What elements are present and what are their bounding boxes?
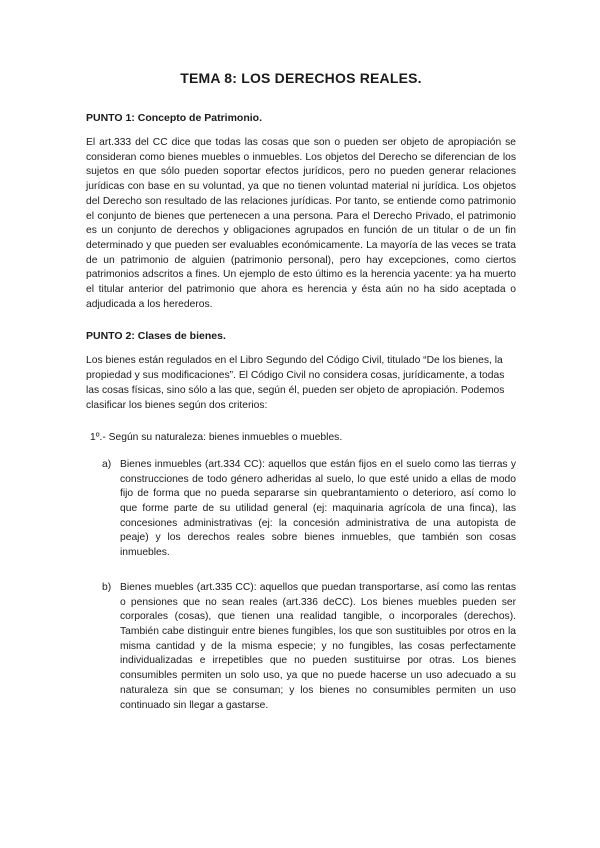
list-item-inmuebles — [86, 458, 516, 561]
section-heading-punto-2: PUNTO 2: Clases de bienes. — [86, 330, 226, 343]
page-title: TEMA 8: LOS DERECHOS REALES. — [180, 70, 422, 86]
list-item-text: Bienes inmuebles (art.334 CC): aquellos que están fijos en el suelo como las tierras y construcciones de todo género adheridas al suelo, lo que esté unido a ellas de modo fijo de forma que no pueda separarse sin quebrantamiento o deterioro, así como lo que forme parte de su utilidad general (ej: maquinaria agrícola de una finca), las concesiones administrativas (ej: la concesión administrativa de una autopista de peaje) y los derechos reales sobre bienes inmuebles, que también son cosas inmuebles. — [120, 458, 516, 559]
list-item-muebles — [86, 581, 516, 713]
paragraph-patrimonio: El art.333 del CC dice que todas las cosas que son o pueden ser objeto de apropiación se consideran como bienes muebles o inmuebles. Los objetos del Derecho se diferencian de los sujetos en que sólo pueden soportar efectos jurídicos, pero no pueden generar relaciones jurídicas con base en su voluntad, ya que no tienen voluntad material ni jurídica. Los objetos del Derecho son resultado de las relaciones jurídicas. Por tanto, se entiende como patrimonio el conjunto de bienes que pertenecen a una persona. Para el Derecho Privado, el patrimonio es un conjunto de derechos y obligaciones agrupados en función de un titular o de un fin determinado y que pueden ser evaluables económicamente. La mayoría de las veces se trata de un patrimonio de alguien (patrimonio personal), pero hay excepciones, como ciertos patrimonios adscritos a fines. Un ejemplo de esto último es la herencia yacente: ya ha muerto el titular anterior del patrimonio que ahora es herencia y ésta aún no ha sido aceptada o adjudicada a los herederos. — [86, 137, 516, 310]
section-heading-punto-1: PUNTO 1: Concepto de Patrimonio. — [86, 112, 262, 124]
list-marker: a) — [102, 458, 112, 470]
paragraph-clases-intro: Los bienes están regulados en el Libro Segundo del Código Civil, titulado “De los bienes, la propiedad y sus modificaciones”. El Código Civil no considera cosas, jurídicamente, a todas las cosas físicas, sino sólo a las que, según él, pueden ser objeto de apropiación. Podemos clasificar los bienes según dos criterios: — [86, 355, 505, 411]
list-marker: b) — [102, 581, 112, 593]
criterion-naturaleza: 1º.- Según su naturaleza: bienes inmuebles o muebles. — [90, 432, 343, 444]
list-item-text: Bienes muebles (art.335 CC): aquellos que puedan transportarse, así como las rentas o pensiones que no sean reales (art.336 deCC). Los bienes muebles pueden ser corporales (cosas), que tienen una realidad tangible, o incorporales (derechos). También cabe distinguir entre bienes fungibles, los que son sustituibles por otros en la misma cantidad y de la misma especie; y no fungibles, las cosas perfectamente individualizadas e irrepetibles que no pueden sustituirse por otras. Los bienes consumibles permiten un solo uso, ya que no puede hacerse un uso adecuado a su naturaleza sin que se consuman; y los bienes no consumibles permiten un uso continuado sin llegar a gastarse. — [120, 581, 516, 711]
